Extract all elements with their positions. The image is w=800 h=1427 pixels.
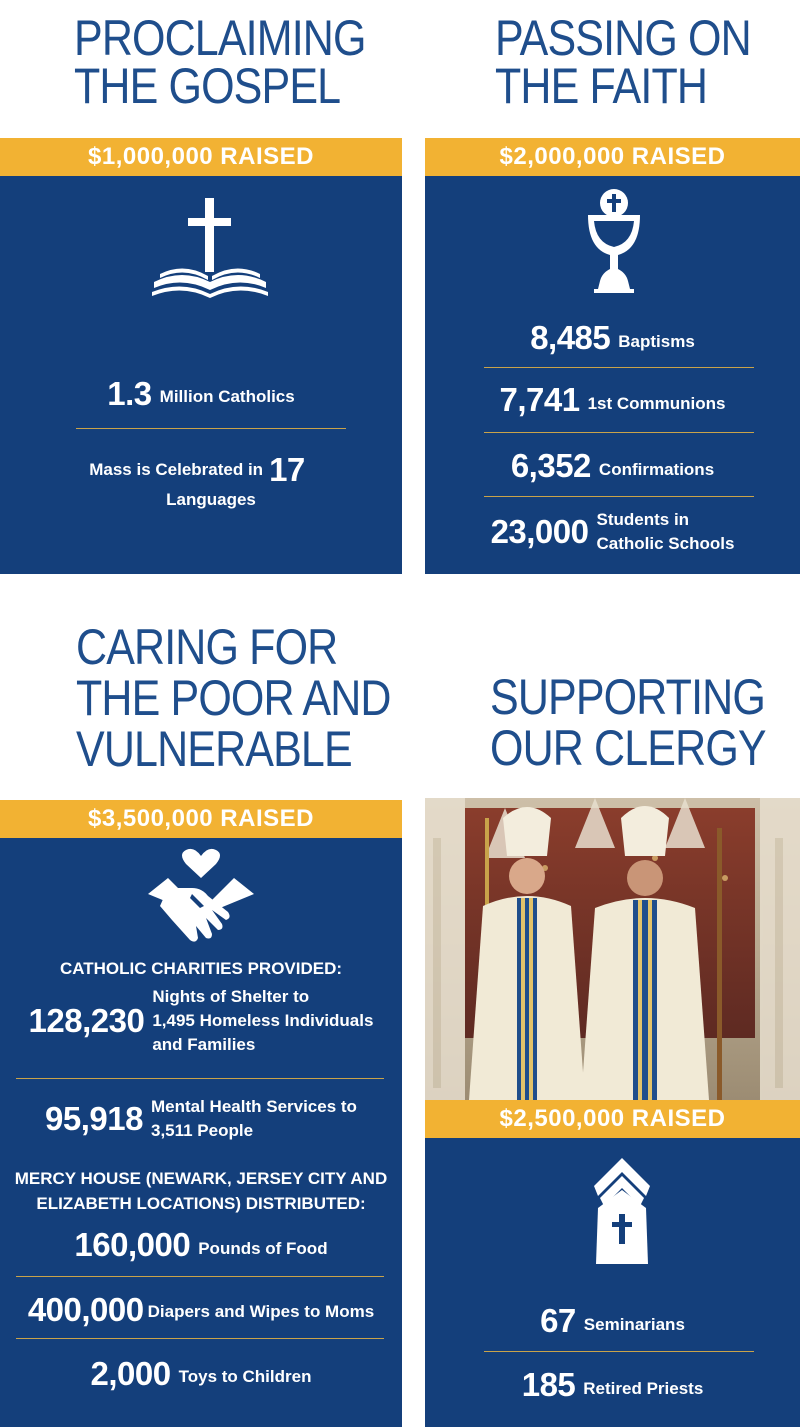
languages-post-label: Languages — [166, 490, 256, 509]
passing-divider-2 — [484, 432, 754, 433]
caring-title-line3: VULNERABLE — [76, 721, 352, 777]
communions-number: 7,741 — [499, 381, 580, 418]
diapers-number: 400,000 — [27, 1291, 144, 1328]
proclaiming-title-line2: THE GOSPEL — [74, 58, 341, 114]
mental-health-label-line2: 3,511 People — [150, 1121, 254, 1140]
students-label-line2: Catholic Schools — [596, 534, 735, 553]
passing-title-line1: PASSING ON — [495, 10, 751, 66]
shelter-label-line3: and Families — [152, 1035, 256, 1054]
shelter-label — [152, 985, 373, 1057]
mental-health-number: 95,918 — [45, 1100, 143, 1137]
caring-divider-3 — [16, 1338, 384, 1339]
proclaiming-raised-bar: $1,000,000 RAISED — [0, 138, 402, 176]
passing-heading — [495, 10, 751, 114]
mental-health-label-line1: Mental Health Services to — [150, 1097, 357, 1116]
clergy-title-line2: OUR CLERGY — [490, 720, 766, 776]
passing-divider-3 — [484, 496, 754, 497]
clergy-raised-bar: $2,500,000 RAISED — [425, 1100, 800, 1138]
caring-stat-mental-health — [0, 1094, 402, 1144]
heart-hands-icon — [146, 848, 256, 946]
mercy-house-heading — [0, 1166, 402, 1216]
passing-title-line2: THE FAITH — [495, 58, 708, 114]
baptisms-number: 8,485 — [530, 319, 611, 356]
food-label: Pounds of Food — [198, 1239, 328, 1258]
languages-pre-label: Mass is Celebrated in — [89, 460, 264, 479]
cross-bible-icon — [150, 196, 270, 300]
charities-heading: CATHOLIC CHARITIES PROVIDED: — [59, 959, 343, 978]
caring-stat-food — [0, 1224, 402, 1266]
passing-stat-communions — [425, 380, 800, 420]
students-number: 23,000 — [490, 513, 589, 550]
caring-heading — [76, 619, 391, 777]
proclaiming-stat-catholics — [0, 372, 402, 416]
students-label — [597, 508, 735, 556]
caring-stat-shelter — [0, 982, 402, 1060]
passing-divider-1 — [484, 367, 754, 368]
diapers-label: Diapers and Wipes to Moms — [147, 1302, 375, 1321]
bishops-photo — [425, 798, 800, 1100]
caring-title-line1: CARING FOR — [76, 619, 338, 675]
catholics-number: 1.3 — [107, 375, 152, 412]
shelter-label-line1: Nights of Shelter to — [152, 987, 310, 1006]
retired-priests-label: Retired Priests — [583, 1379, 704, 1398]
caring-title-line2: THE POOR AND — [76, 670, 391, 726]
confirmations-label: Confirmations — [598, 460, 715, 479]
proclaiming-stat-languages — [0, 450, 402, 490]
mitre-icon — [588, 1156, 656, 1268]
retired-priests-number: 185 — [521, 1366, 576, 1403]
clergy-divider — [484, 1351, 754, 1352]
proclaiming-heading — [74, 10, 366, 114]
chalice-icon — [586, 185, 642, 297]
shelter-number: 128,230 — [28, 1002, 145, 1039]
food-number: 160,000 — [74, 1226, 191, 1263]
seminarians-number: 67 — [540, 1302, 576, 1339]
passing-stat-baptisms — [425, 318, 800, 358]
proclaiming-divider — [76, 428, 346, 429]
proclaiming-title-line1: PROCLAIMING — [74, 10, 366, 66]
clergy-heading — [490, 669, 766, 776]
toys-label: Toys to Children — [178, 1367, 312, 1386]
passing-stat-students — [425, 506, 800, 558]
shelter-label-line2: 1,495 Homeless Individuals — [152, 1011, 374, 1030]
clergy-stat-retired — [425, 1364, 800, 1406]
toys-number: 2,000 — [90, 1355, 171, 1392]
baptisms-label: Baptisms — [618, 332, 695, 351]
catholics-label: Million Catholics — [159, 387, 295, 406]
passing-stat-confirmations — [425, 446, 800, 486]
seminarians-label: Seminarians — [583, 1315, 685, 1334]
mental-health-label — [151, 1095, 357, 1143]
clergy-stat-seminarians — [425, 1300, 800, 1342]
mercy-heading-line1: MERCY HOUSE (NEWARK, JERSEY CITY AND — [14, 1169, 388, 1188]
languages-number: 17 — [269, 451, 305, 488]
caring-stat-toys — [0, 1354, 402, 1394]
caring-divider-2 — [16, 1276, 384, 1277]
communions-label: 1st Communions — [587, 394, 726, 413]
confirmations-number: 6,352 — [510, 447, 591, 484]
students-label-line1: Students in — [596, 510, 690, 529]
caring-raised-bar: $3,500,000 RAISED — [0, 800, 402, 838]
mercy-heading-line2: ELIZABETH LOCATIONS) DISTRIBUTED: — [36, 1194, 366, 1213]
clergy-title-line1: SUPPORTING — [490, 669, 765, 725]
passing-raised-bar: $2,000,000 RAISED — [425, 138, 800, 176]
caring-stat-diapers — [0, 1290, 402, 1330]
caring-divider-1 — [16, 1078, 384, 1079]
